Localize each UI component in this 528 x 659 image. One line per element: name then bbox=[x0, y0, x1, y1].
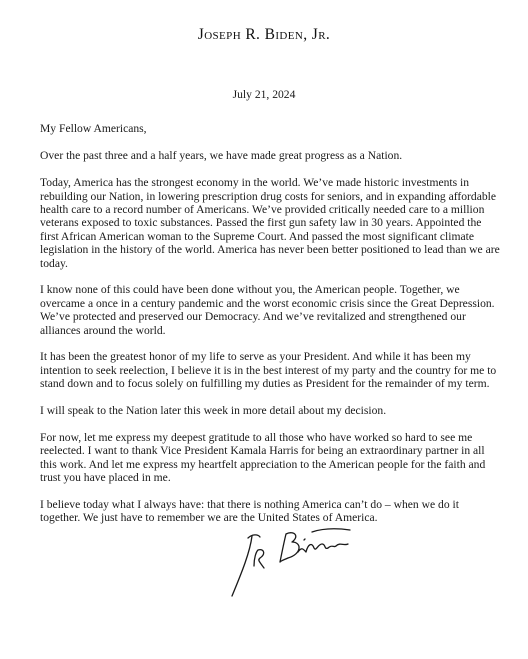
letter-body bbox=[40, 122, 502, 538]
signature-stroke-b bbox=[280, 533, 299, 562]
paragraph-speak-to-nation: I will speak to the Nation later this week in more detail about my decision. bbox=[40, 404, 387, 418]
paragraph-progress: Over the past three and a half years, we have made great progress as a Nation. bbox=[40, 149, 403, 163]
paragraph-decision: It has been the greatest honor of my life to serve as your President. And while it has been my intention to seek reelection, I believe it is in the best interest of my party and the country for me to stand down and to focus solely on fulfilling my duties as President for the remainder of my term. bbox=[40, 350, 497, 391]
signature-stroke-iden bbox=[298, 544, 348, 552]
letter-date: July 21, 2024 bbox=[232, 88, 296, 101]
signature-stroke-underline bbox=[312, 529, 350, 532]
paragraph-american-people: I know none of this could have been done without you, the American people. Together, we overcame a once in a century pandemic and the worst economic crisis since the Great Depression. We’ve protected and preserved our Democracy. And we’ve revitalized and strengthened our alliances around the world. bbox=[40, 283, 495, 337]
letterhead-name: Joseph R. Biden, Jr. bbox=[197, 26, 331, 43]
signature-stroke-r bbox=[254, 550, 264, 568]
paragraph-economy: Today, America has the strongest economy in the world. We’ve made historic investments in rebuilding our Nation, in lowering prescription drug costs for seniors, and in expanding affordable health care to a record number of Americans. We’ve provided critically needed care to a million veterans exposed to toxic substances. Passed the first gun safety law in 30 years. Appointed the first African American woman to the Supreme Court. And passed the most significant climate legislation in the history of the world. America has never been better positioned to lead than we are today. bbox=[40, 176, 500, 270]
letter-greeting: My Fellow Americans, bbox=[40, 122, 147, 135]
signature-stroke-j-top bbox=[248, 535, 260, 538]
paragraph-gratitude: For now, let me express my deepest gratitude to all those who have worked so hard to see me reelected. I want to thank Vice President Kamala Harris for being an extraordinary partner in all this work. And let me express my heartfelt appreciation to the American people for the faith and trust you have placed in me. bbox=[40, 430, 486, 485]
paragraph-closing: I believe today what I always have: that there is nothing America can’t do – when we do it together. We just have to remember we are the United States of America. bbox=[40, 497, 459, 525]
signature-stroke-j bbox=[232, 536, 252, 596]
handwritten-signature bbox=[228, 522, 358, 602]
signature-stroke-dot bbox=[304, 539, 305, 540]
